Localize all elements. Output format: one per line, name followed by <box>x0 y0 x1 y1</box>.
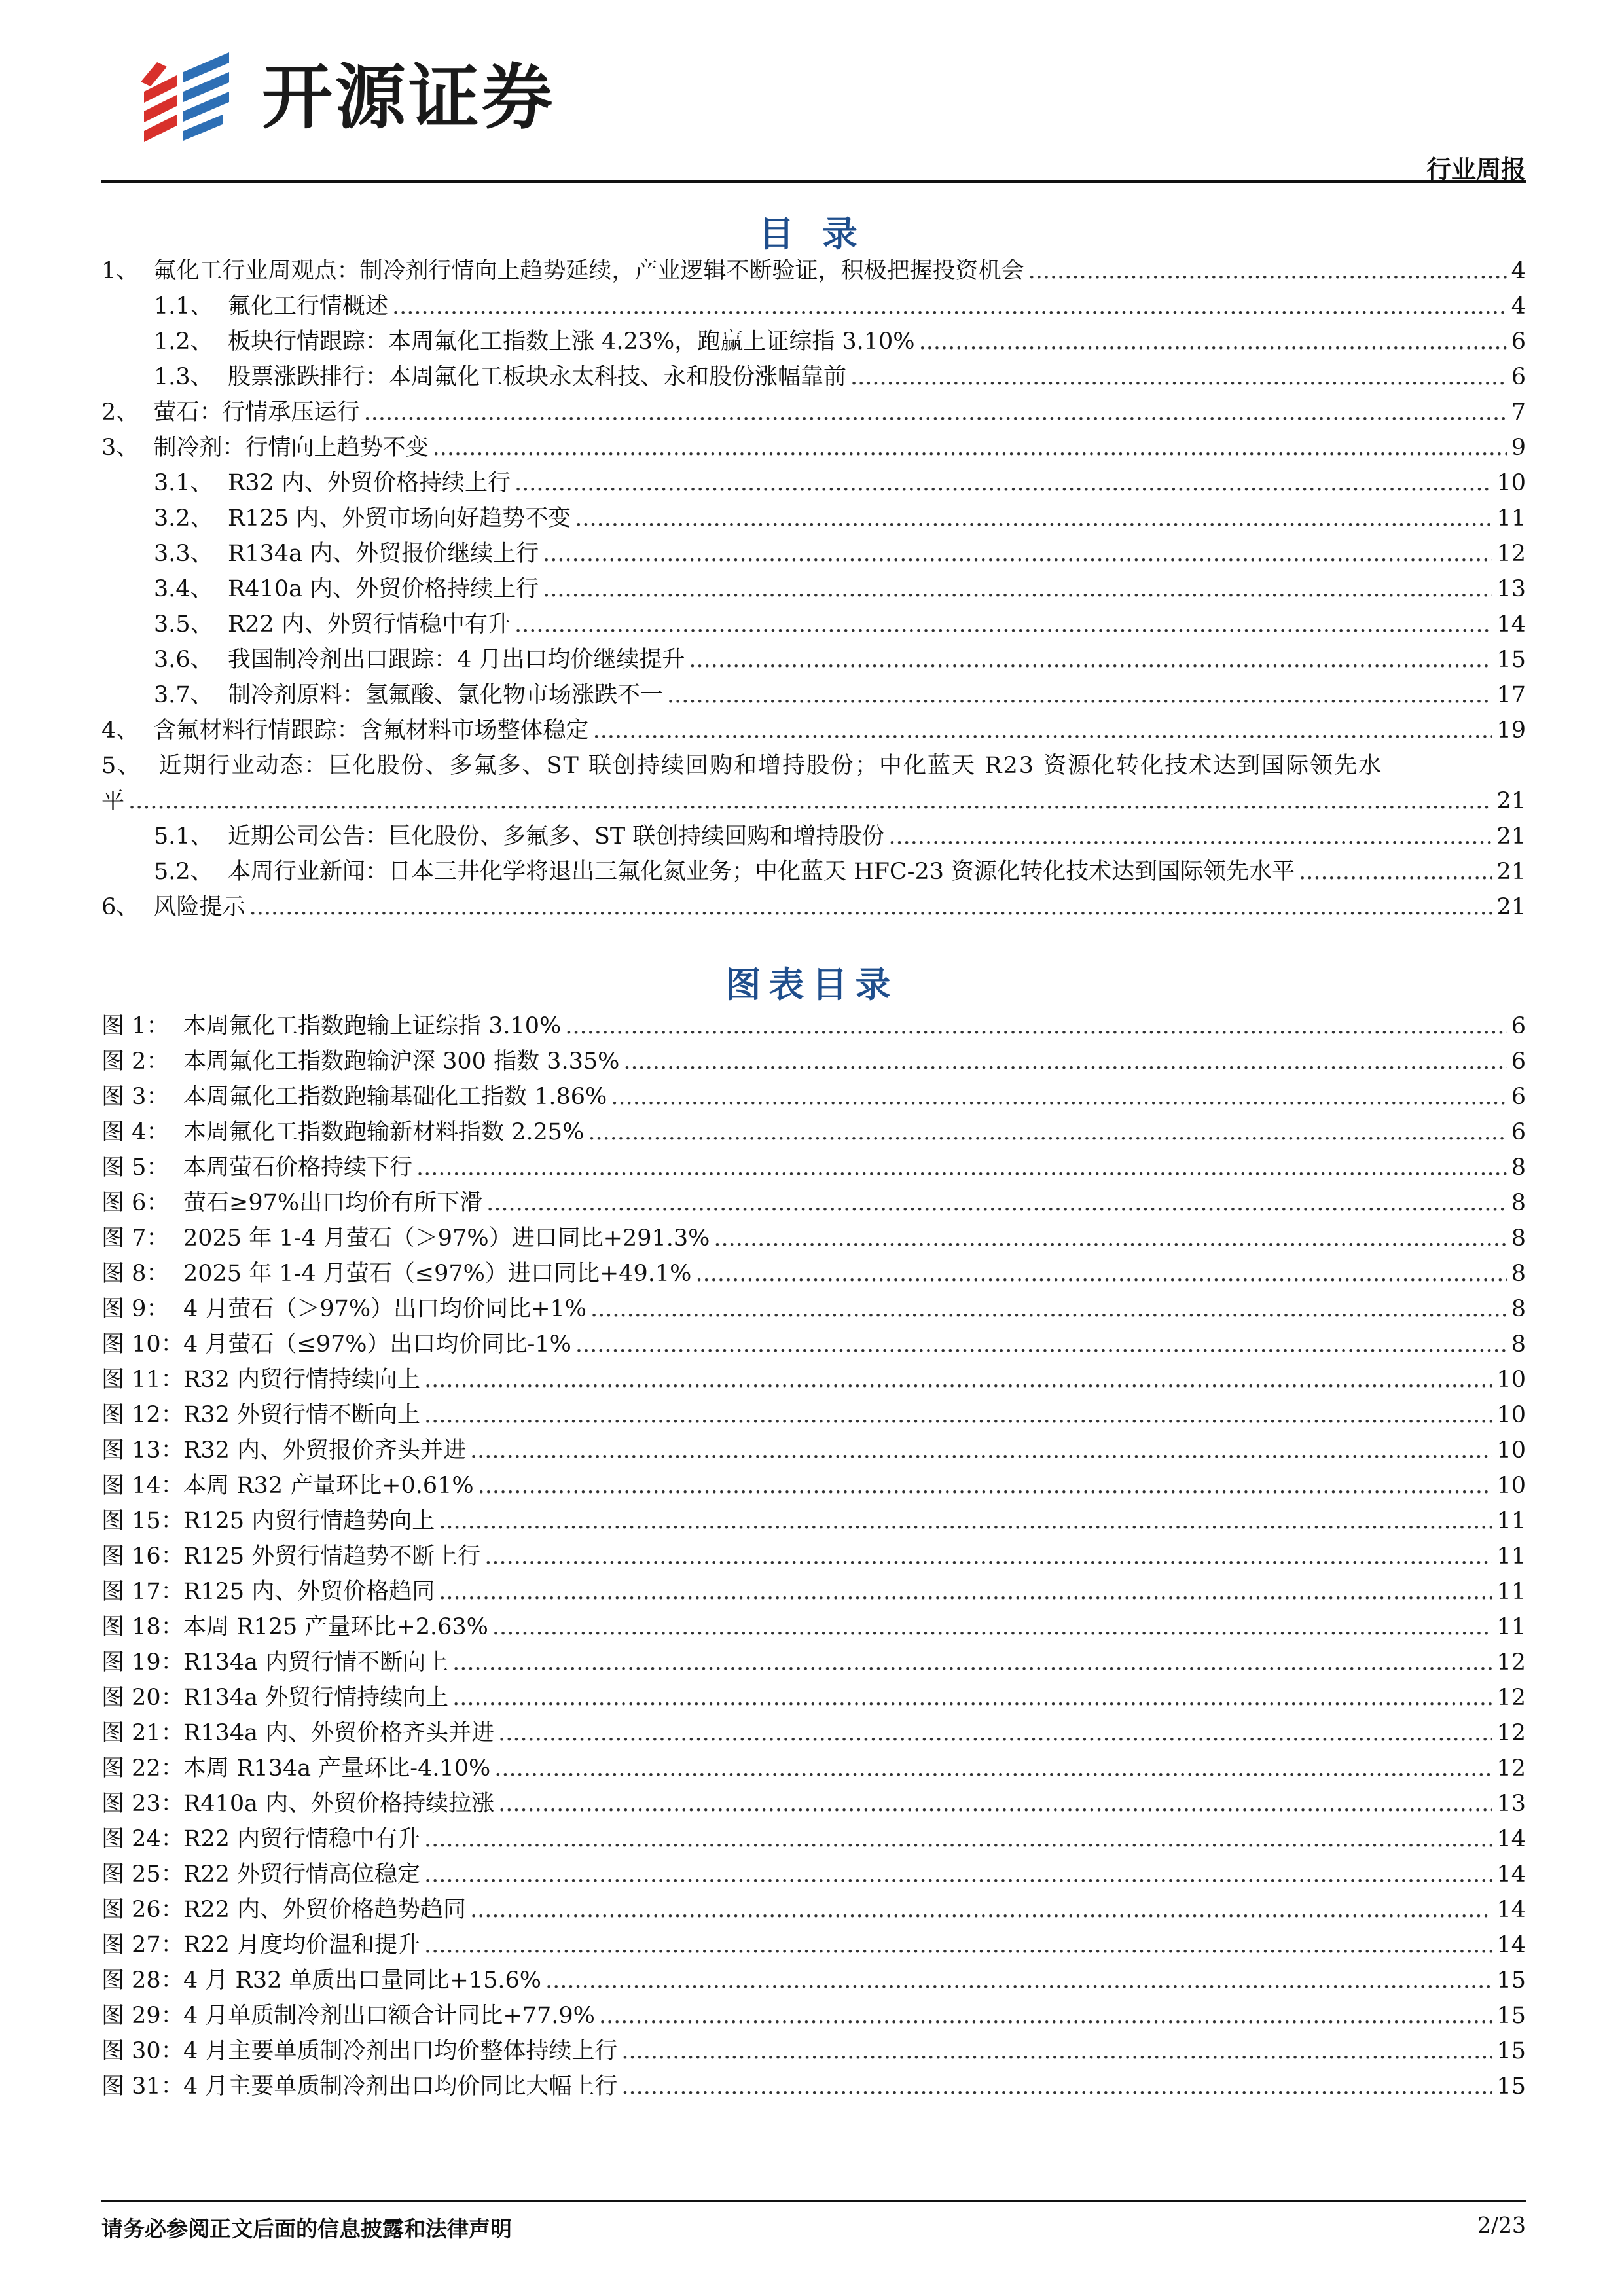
figure-entry[interactable]: 图 22：本周 R134a 产量环比-4.10% ..... 12 <box>101 1750 1526 1785</box>
figure-entry[interactable]: 图 26：R22 内、外贸价格趋势趋同 ..... 14 <box>101 1892 1526 1927</box>
figure-entry[interactable]: 图 24：R22 内贸行情稳中有升 ..... 14 <box>101 1821 1526 1856</box>
toc-entry-3-7[interactable]: 3.7、 制冷剂原料：氢氟酸、氯化物市场涨跌不一 ..... 17 <box>101 677 1526 712</box>
figure-entry[interactable]: 图 16：R125 外贸行情趋势不断上行 ..... 11 <box>101 1538 1526 1573</box>
footer-divider <box>101 2200 1526 2202</box>
figure-entry[interactable]: 图 9： 4 月萤石（＞97%）出口均价同比+1% ..... 8 <box>101 1291 1526 1326</box>
toc-entry-1-1[interactable]: 1.1、 氟化工行情概述 ..... 4 <box>101 288 1526 323</box>
figure-entry[interactable]: 图 1： 本周氟化工指数跑输上证综指 3.10% ..... 6 <box>101 1008 1526 1043</box>
brand-logo <box>131 46 555 151</box>
figure-entry[interactable]: 图 7： 2025 年 1-4 月萤石（＞97%）进口同比+291.3% ..... 8 <box>101 1220 1526 1255</box>
figure-entry[interactable]: 图 11：R32 内贸行情持续向上 ..... 10 <box>101 1361 1526 1397</box>
figure-entry[interactable]: 图 25：R22 外贸行情高位稳定 ..... 14 <box>101 1856 1526 1892</box>
figure-entry[interactable]: 图 3： 本周氟化工指数跑输基础化工指数 1.86% ..... 6 <box>101 1079 1526 1114</box>
toc-entry-1-3[interactable]: 1.3、 股票涨跌排行：本周氟化工板块永太科技、永和股份涨幅靠前 ..... 6 <box>101 359 1526 394</box>
figure-entry[interactable]: 图 4： 本周氟化工指数跑输新材料指数 2.25% ..... 6 <box>101 1114 1526 1149</box>
toc-entry-5-2[interactable]: 5.2、 本周行业新闻：日本三井化学将退出三氟化氮业务；中化蓝天 HFC-23 资源化转化技术达到国际领先水平 ..... 21 <box>101 853 1526 889</box>
toc-list <box>101 253 1526 924</box>
figure-entry[interactable]: 图 5： 本周萤石价格持续下行 ..... 8 <box>101 1149 1526 1185</box>
toc-entry-3-6[interactable]: 3.6、 我国制冷剂出口跟踪：4 月出口均价继续提升 ..... 15 <box>101 641 1526 677</box>
figure-entry[interactable]: 图 31：4 月主要单质制冷剂出口均价同比大幅上行 ..... 15 <box>101 2068 1526 2104</box>
figure-list <box>101 1008 1526 2104</box>
figure-entry[interactable]: 图 29：4 月单质制冷剂出口额合计同比+77.9% ..... 15 <box>101 1998 1526 2033</box>
report-type: 行业周报 <box>1426 155 1526 184</box>
figure-entry[interactable]: 图 10：4 月萤石（≤97%）出口均价同比-1% ..... 8 <box>101 1326 1526 1361</box>
toc-entry-3-1[interactable]: 3.1、 R32 内、外贸价格持续上行 ..... 10 <box>101 465 1526 500</box>
figure-entry[interactable]: 图 15：R125 内贸行情趋势向上 ..... 11 <box>101 1503 1526 1538</box>
figure-entry[interactable]: 图 18：本周 R125 产量环比+2.63% ..... 11 <box>101 1609 1526 1644</box>
footer-disclaimer: 请务必参阅正文后面的信息披露和法律声明 <box>101 2216 512 2242</box>
toc-entry-4[interactable]: 4、 含氟材料行情跟踪：含氟材料市场整体稳定 ..... 19 <box>101 712 1526 747</box>
toc-entry-5-line-1[interactable]: 5、 近期行业动态：巨化股份、多氟多、ST 联创持续回购和增持股份；中化蓝天 R23 资源化转化技术达到国际领先水 <box>101 753 1383 779</box>
figure-entry[interactable]: 图 28：4 月 R32 单质出口量同比+15.6% ..... 15 <box>101 1962 1526 1998</box>
toc-entry-3-4[interactable]: 3.4、 R410a 内、外贸价格持续上行 ..... 13 <box>101 571 1526 606</box>
toc-entry-5-1[interactable]: 5.1、 近期公司公告：巨化股份、多氟多、ST 联创持续回购和增持股份 ..... 21 <box>101 818 1526 853</box>
toc-entry-3[interactable]: 3、 制冷剂：行情向上趋势不变 ..... 9 <box>101 429 1526 465</box>
figure-entry[interactable]: 图 21：R134a 内、外贸价格齐头并进 ..... 12 <box>101 1715 1526 1750</box>
toc-entry-6[interactable]: 6、 风险提示 ..... 21 <box>101 889 1526 924</box>
figure-entry[interactable]: 图 14：本周 R32 产量环比+0.61% ..... 10 <box>101 1467 1526 1503</box>
figure-entry[interactable]: 图 19：R134a 内贸行情不断向上 ..... 12 <box>101 1644 1526 1679</box>
figure-entry[interactable]: 图 8： 2025 年 1-4 月萤石（≤97%）进口同比+49.1% ..... 8 <box>101 1255 1526 1291</box>
figure-entry[interactable]: 图 2： 本周氟化工指数跑输沪深 300 指数 3.35% ..... 6 <box>101 1043 1526 1079</box>
page-number: 2/23 <box>1477 2212 1526 2238</box>
figure-entry[interactable]: 图 13：R32 内、外贸报价齐头并进 ..... 10 <box>101 1432 1526 1467</box>
toc-entry-1-2[interactable]: 1.2、 板块行情跟踪：本周氟化工指数上涨 4.23%，跑赢上证综指 3.10% ..... 6 <box>101 323 1526 359</box>
toc-entry-3-5[interactable]: 3.5、 R22 内、外贸行情稳中有升 ..... 14 <box>101 606 1526 641</box>
brand-name: 开源证券 <box>262 57 556 139</box>
toc-entry-1[interactable]: 1、 氟化工行业周观点：制冷剂行情向上趋势延续，产业逻辑不断验证，积极把握投资机会 ..... 4 <box>101 253 1526 288</box>
figure-list-title: 图表目录 <box>725 964 899 1005</box>
kaiyuan-logo-icon <box>131 46 242 151</box>
figure-entry[interactable]: 图 30：4 月主要单质制冷剂出口均价整体持续上行 ..... 15 <box>101 2033 1526 2068</box>
figure-entry[interactable]: 图 20：R134a 外贸行情持续向上 ..... 12 <box>101 1679 1526 1715</box>
figure-entry[interactable]: 图 6： 萤石≥97%出口均价有所下滑 ..... 8 <box>101 1185 1526 1220</box>
header-divider <box>101 180 1526 183</box>
figure-entry[interactable]: 图 23：R410a 内、外贸价格持续拉涨 ..... 13 <box>101 1785 1526 1821</box>
toc-title: 目 录 <box>759 213 865 255</box>
toc-entry-3-2[interactable]: 3.2、 R125 内、外贸市场向好趋势不变 ..... 11 <box>101 500 1526 535</box>
figure-entry[interactable]: 图 17：R125 内、外贸价格趋同 ..... 11 <box>101 1573 1526 1609</box>
figure-entry[interactable]: 图 27：R22 月度均价温和提升 ..... 14 <box>101 1927 1526 1962</box>
toc-entry-2[interactable]: 2、 萤石：行情承压运行 ..... 7 <box>101 394 1526 429</box>
toc-entry-5-line-2[interactable]: 平 ..... 21 <box>101 783 1526 818</box>
figure-entry[interactable]: 图 12：R32 外贸行情不断向上 ..... 10 <box>101 1397 1526 1432</box>
toc-entry-3-3[interactable]: 3.3、 R134a 内、外贸报价继续上行 ..... 12 <box>101 535 1526 571</box>
